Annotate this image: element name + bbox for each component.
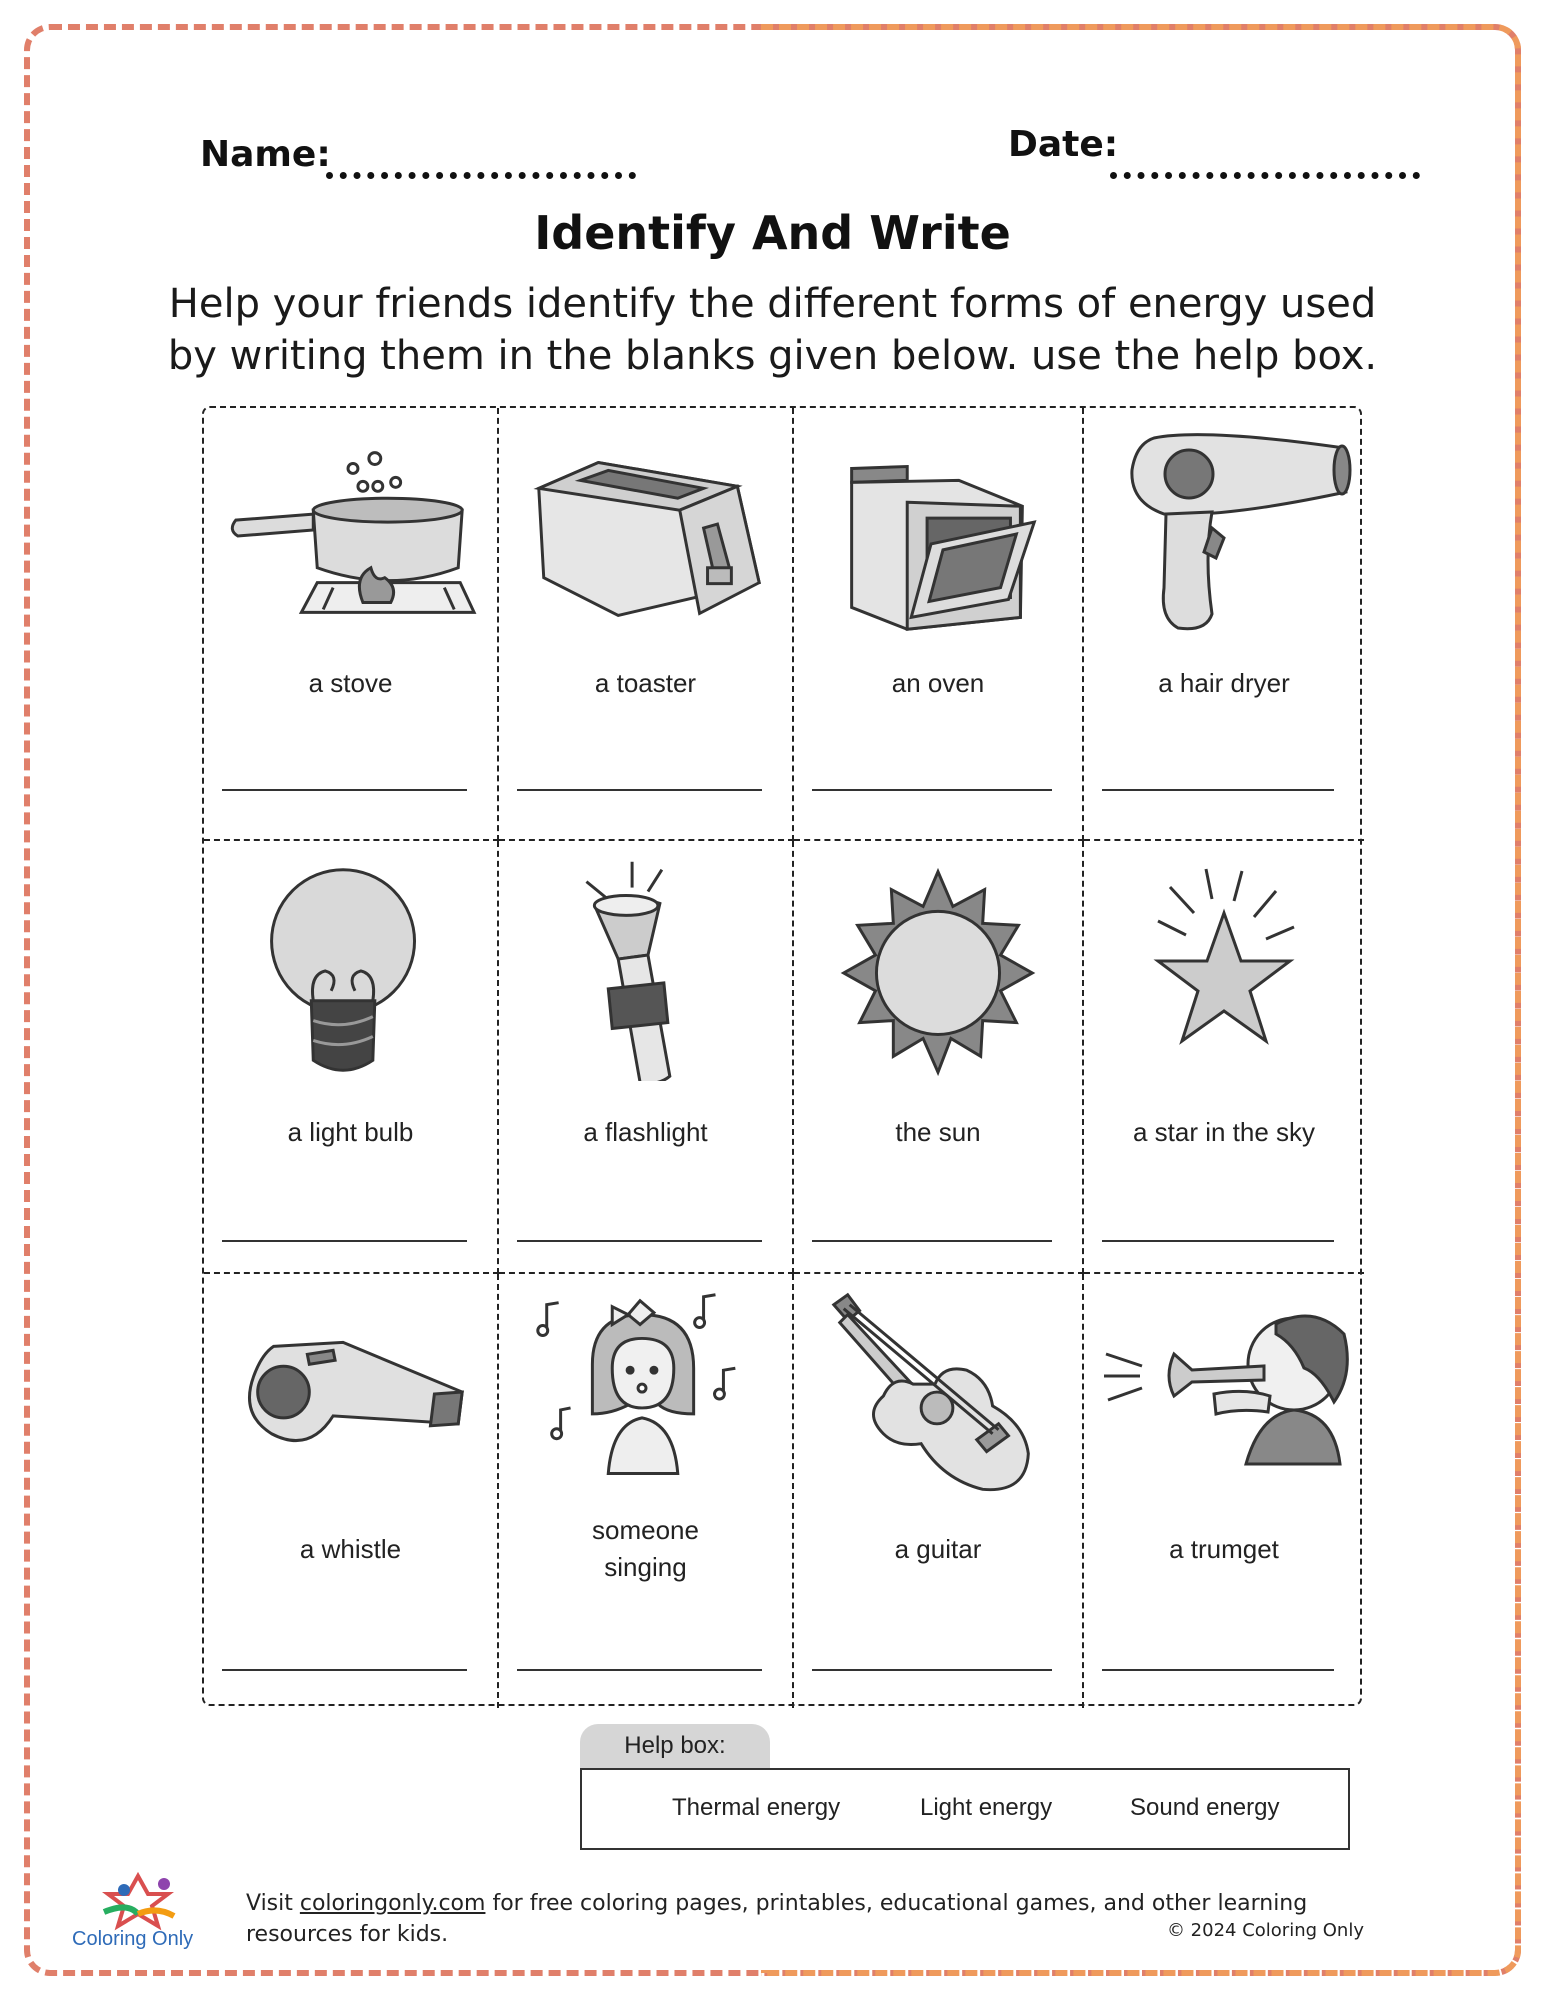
answer-blank[interactable]	[517, 789, 762, 791]
answer-blank[interactable]	[1102, 1669, 1334, 1671]
activity-cell	[794, 408, 1084, 841]
copyright-text: © 2024 Coloring Only	[1166, 1920, 1364, 1941]
answer-blank[interactable]	[517, 1240, 762, 1242]
item-caption: a stove	[308, 668, 393, 698]
sun-icon	[804, 851, 1072, 1081]
help-box-label: Help box:	[580, 1724, 770, 1768]
answer-blank[interactable]	[812, 1240, 1052, 1242]
instructions-text: Help your friends identify the different forms of energy used by writing them in the blanks given below. use the help box.	[167, 281, 1378, 379]
answer-blank[interactable]	[222, 1240, 467, 1242]
activity-cell	[499, 1274, 794, 1708]
name-field[interactable]	[326, 172, 636, 179]
activity-cell	[1084, 841, 1364, 1274]
hair-dryer-icon	[1094, 418, 1354, 648]
item-caption: a light bulb	[287, 1117, 414, 1147]
item-caption: someone singing	[592, 1515, 699, 1582]
item-caption: a star in the sky	[1132, 1117, 1316, 1147]
item-caption: a hair dryer	[1158, 668, 1290, 698]
footer-visit: Visit	[246, 1891, 300, 1916]
item-caption: a flashlight	[583, 1117, 708, 1147]
item-caption: a toaster	[594, 668, 697, 698]
activity-cell	[204, 1274, 499, 1708]
help-box	[580, 1768, 1350, 1850]
singing-girl-icon	[509, 1284, 782, 1514]
item-caption: a guitar	[894, 1534, 982, 1564]
activity-grid	[202, 406, 1362, 1706]
oven-icon	[804, 418, 1072, 648]
answer-blank[interactable]	[812, 1669, 1052, 1671]
answer-blank[interactable]	[812, 789, 1052, 791]
activity-cell	[1084, 1274, 1364, 1708]
light-bulb-icon	[214, 851, 487, 1081]
item-caption: the sun	[895, 1117, 981, 1147]
activity-cell	[794, 841, 1084, 1274]
answer-blank[interactable]	[222, 1669, 467, 1671]
trumpet-icon	[1094, 1284, 1354, 1514]
item-caption: a trumget	[1169, 1534, 1279, 1564]
answer-blank[interactable]	[1102, 789, 1334, 791]
footer-rest: for free coloring pages, printables, educational games, and other learning resources for kids.	[246, 1891, 1308, 1947]
date-field[interactable]	[1110, 172, 1420, 179]
help-word-light: Light energy	[920, 1794, 1053, 1821]
site-link[interactable]: coloringonly.com	[299, 1891, 486, 1916]
answer-blank[interactable]	[222, 789, 467, 791]
stove-icon	[214, 418, 487, 648]
activity-cell	[499, 841, 794, 1274]
help-word-sound: Sound energy	[1130, 1794, 1280, 1821]
guitar-icon	[804, 1284, 1072, 1514]
item-caption: an oven	[891, 668, 985, 698]
activity-cell	[499, 408, 794, 841]
coloring-only-logo	[68, 1866, 218, 1966]
item-caption: a whistle	[299, 1534, 402, 1564]
activity-cell	[1084, 408, 1364, 841]
flashlight-icon	[509, 851, 782, 1081]
whistle-icon	[214, 1284, 487, 1514]
answer-blank[interactable]	[517, 1669, 762, 1671]
help-word-thermal: Thermal energy	[672, 1794, 841, 1821]
star-icon	[1094, 851, 1354, 1081]
worksheet-title: Identify And Write	[534, 206, 1011, 260]
activity-cell	[794, 1274, 1084, 1708]
answer-blank[interactable]	[1102, 1240, 1334, 1242]
activity-cell	[204, 841, 499, 1274]
toaster-icon	[509, 418, 782, 648]
logo-text: Coloring Only	[72, 1928, 194, 1950]
name-label: Name:	[200, 134, 331, 175]
activity-cell	[204, 408, 499, 841]
date-label: Date:	[1008, 124, 1119, 165]
